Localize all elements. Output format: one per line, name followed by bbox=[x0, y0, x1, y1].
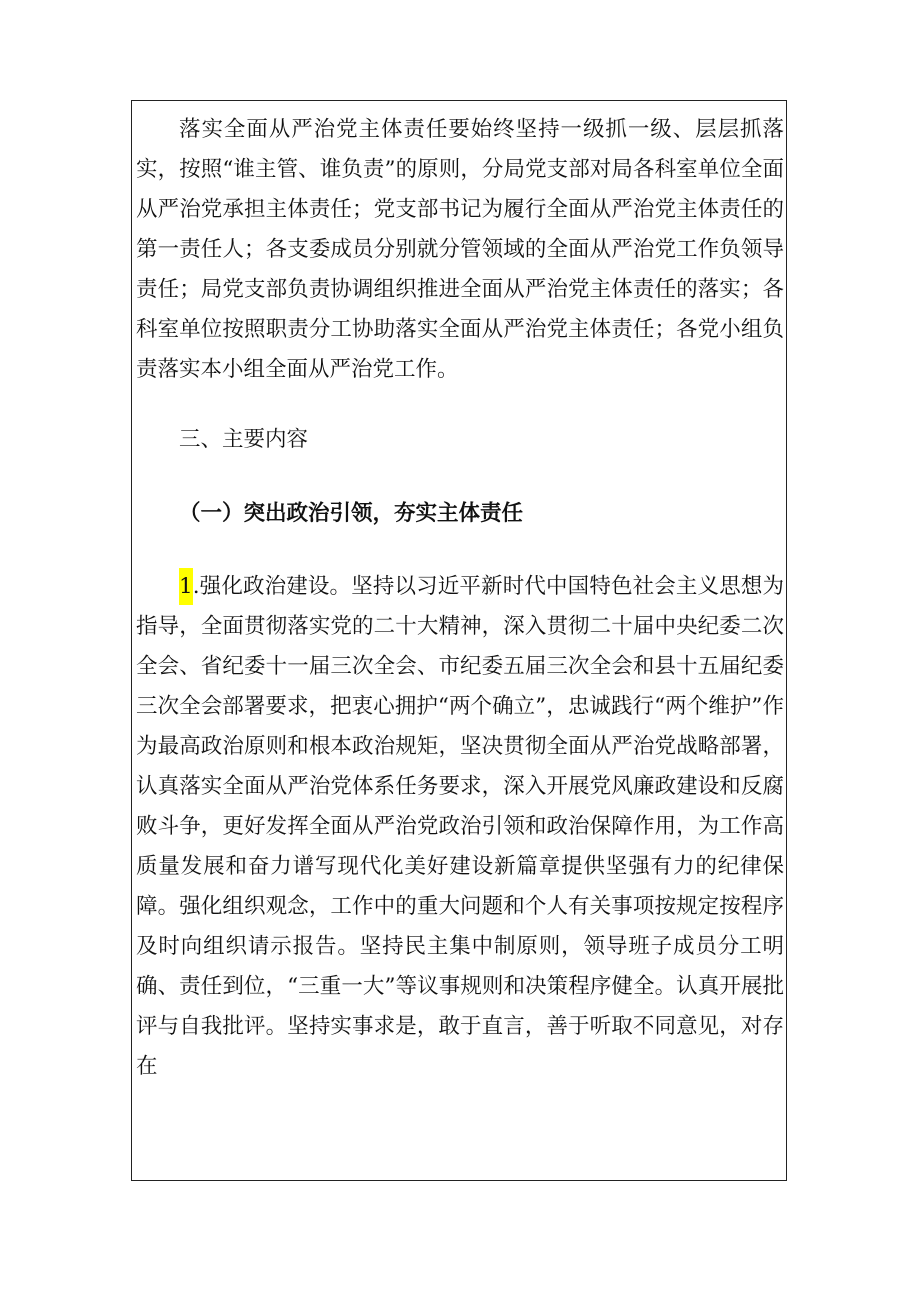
item-1-text: .强化政治建设。坚持以习近平新时代中国特色社会主义思想为指导，全面贯彻落实党的二十大精神，深入贯彻二十届中央纪委二次全会、省纪委十一届三次全会、市纪委五届三次全会和县十五届纪委三次全会部署要求，把衷心拥护“两个确立”，忠诚践行“两个维护”作为最高政治原则和根本政治规矩，坚决贯彻全面从严治党战略部署，认真落实全面从严治党体系任务要求，深入开展党风廉政建设和反腐败斗争，更好发挥全面从严治党政治引领和政治保障作用，为工作高质量发展和奋力谱写现代化美好建设新篇章提供坚强有力的纪律保障。强化组织观念，工作中的重大问题和个人有关事项按规定按程序及时向组织请示报告。坚持民主集中制原则，领导班子成员分工明确、责任到位，“三重一大”等议事规则和决策程序健全。认真开展批评与自我批评。坚持实事求是，敢于直言，善于听取不同意见，对存在 bbox=[136, 574, 784, 1079]
subsection-heading: （一）突出政治引领，夯实主体责任 bbox=[179, 501, 524, 526]
section-heading: 三、主要内容 bbox=[179, 427, 309, 452]
paragraph-political-construction bbox=[136, 567, 784, 1087]
paragraph-responsibility: 落实全面从严治党主体责任要始终坚持一级抓一级、层层抓落实，按照“谁主管、谁负责”的原则，分局党支部对局各科室单位全面从严治党承担主体责任；党支部书记为履行全面从严治党主体责任的第一责任人；各支委成员分别就分管领域的全面从严治党工作负领导责任；局党支部负责协调组织推进全面从严治党主体责任的落实；各科室单位按照职责分工协助落实全面从严治党主体责任；各党小组负责落实本小组全面从严治党工作。 bbox=[136, 117, 784, 382]
highlighted-item-number: 1 bbox=[179, 568, 193, 605]
document-body bbox=[136, 110, 784, 1087]
